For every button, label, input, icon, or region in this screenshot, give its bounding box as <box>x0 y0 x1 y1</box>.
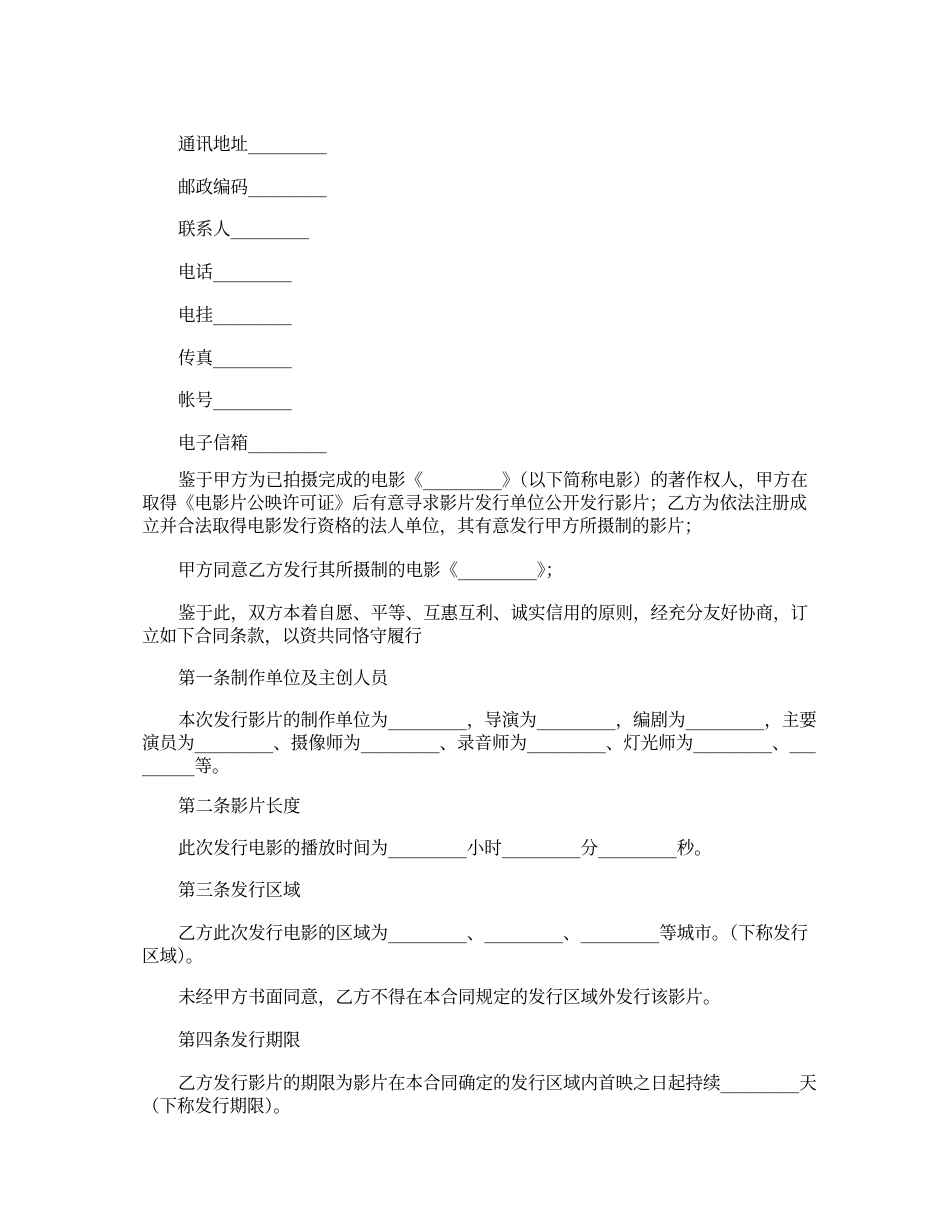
email-field: 电子信箱_________ <box>178 434 327 454</box>
article-3-note: 未经甲方书面同意，乙方不得在本合同规定的发行区域外发行该影片。 <box>178 988 721 1008</box>
article-4-body: 乙方发行影片的期限为影片在本合同确定的发行区域内首映之日起持续_________天（下称发行期限）。 <box>142 1074 817 1117</box>
article-2-body: 此次发行电影的播放时间为_________小时_________分_________秒。 <box>178 839 712 859</box>
postcode-field: 邮政编码_________ <box>178 178 327 198</box>
article-1-body: 本次发行影片的制作单位为_________，导演为_________，编剧为_________，主要演员为_________、摄像师为_________、录音师为_________、灯光师为_________、_________等。 <box>142 711 817 777</box>
fax-field: 传真_________ <box>178 349 292 369</box>
recital-paragraph-2: 甲方同意乙方发行其所摄制的电影《_________》； <box>178 561 563 581</box>
account-field: 帐号_________ <box>178 391 292 411</box>
article-3-title: 第三条发行区域 <box>178 881 301 901</box>
recital-paragraph-3: 鉴于此，双方本着自愿、平等、互惠互利、诚实信用的原则，经充分友好协商，订立如下合同条款，以资共同恪守履行 <box>142 604 808 647</box>
article-1-title: 第一条制作单位及主创人员 <box>178 669 388 689</box>
address-field: 通讯地址_________ <box>178 135 327 155</box>
article-2-title: 第二条影片长度 <box>178 797 301 817</box>
contact-field: 联系人_________ <box>178 220 310 240</box>
phone-field: 电话_________ <box>178 263 292 283</box>
article-3-body: 乙方此次发行电影的区域为_________、_________、_________等城市。（下称发行区域）。 <box>142 924 808 967</box>
article-4-title: 第四条发行期限 <box>178 1031 301 1051</box>
telex-field: 电挂_________ <box>178 306 292 326</box>
recital-paragraph-1: 鉴于甲方为已拍摄完成的电影《_________》（以下简称电影）的著作权人，甲方在取得《电影片公映许可证》后有意寻求影片发行单位公开发行影片；乙方为依法注册成立并合法取得电影发行资格的法人单位，其有意发行甲方所摄制的影片； <box>142 471 808 537</box>
